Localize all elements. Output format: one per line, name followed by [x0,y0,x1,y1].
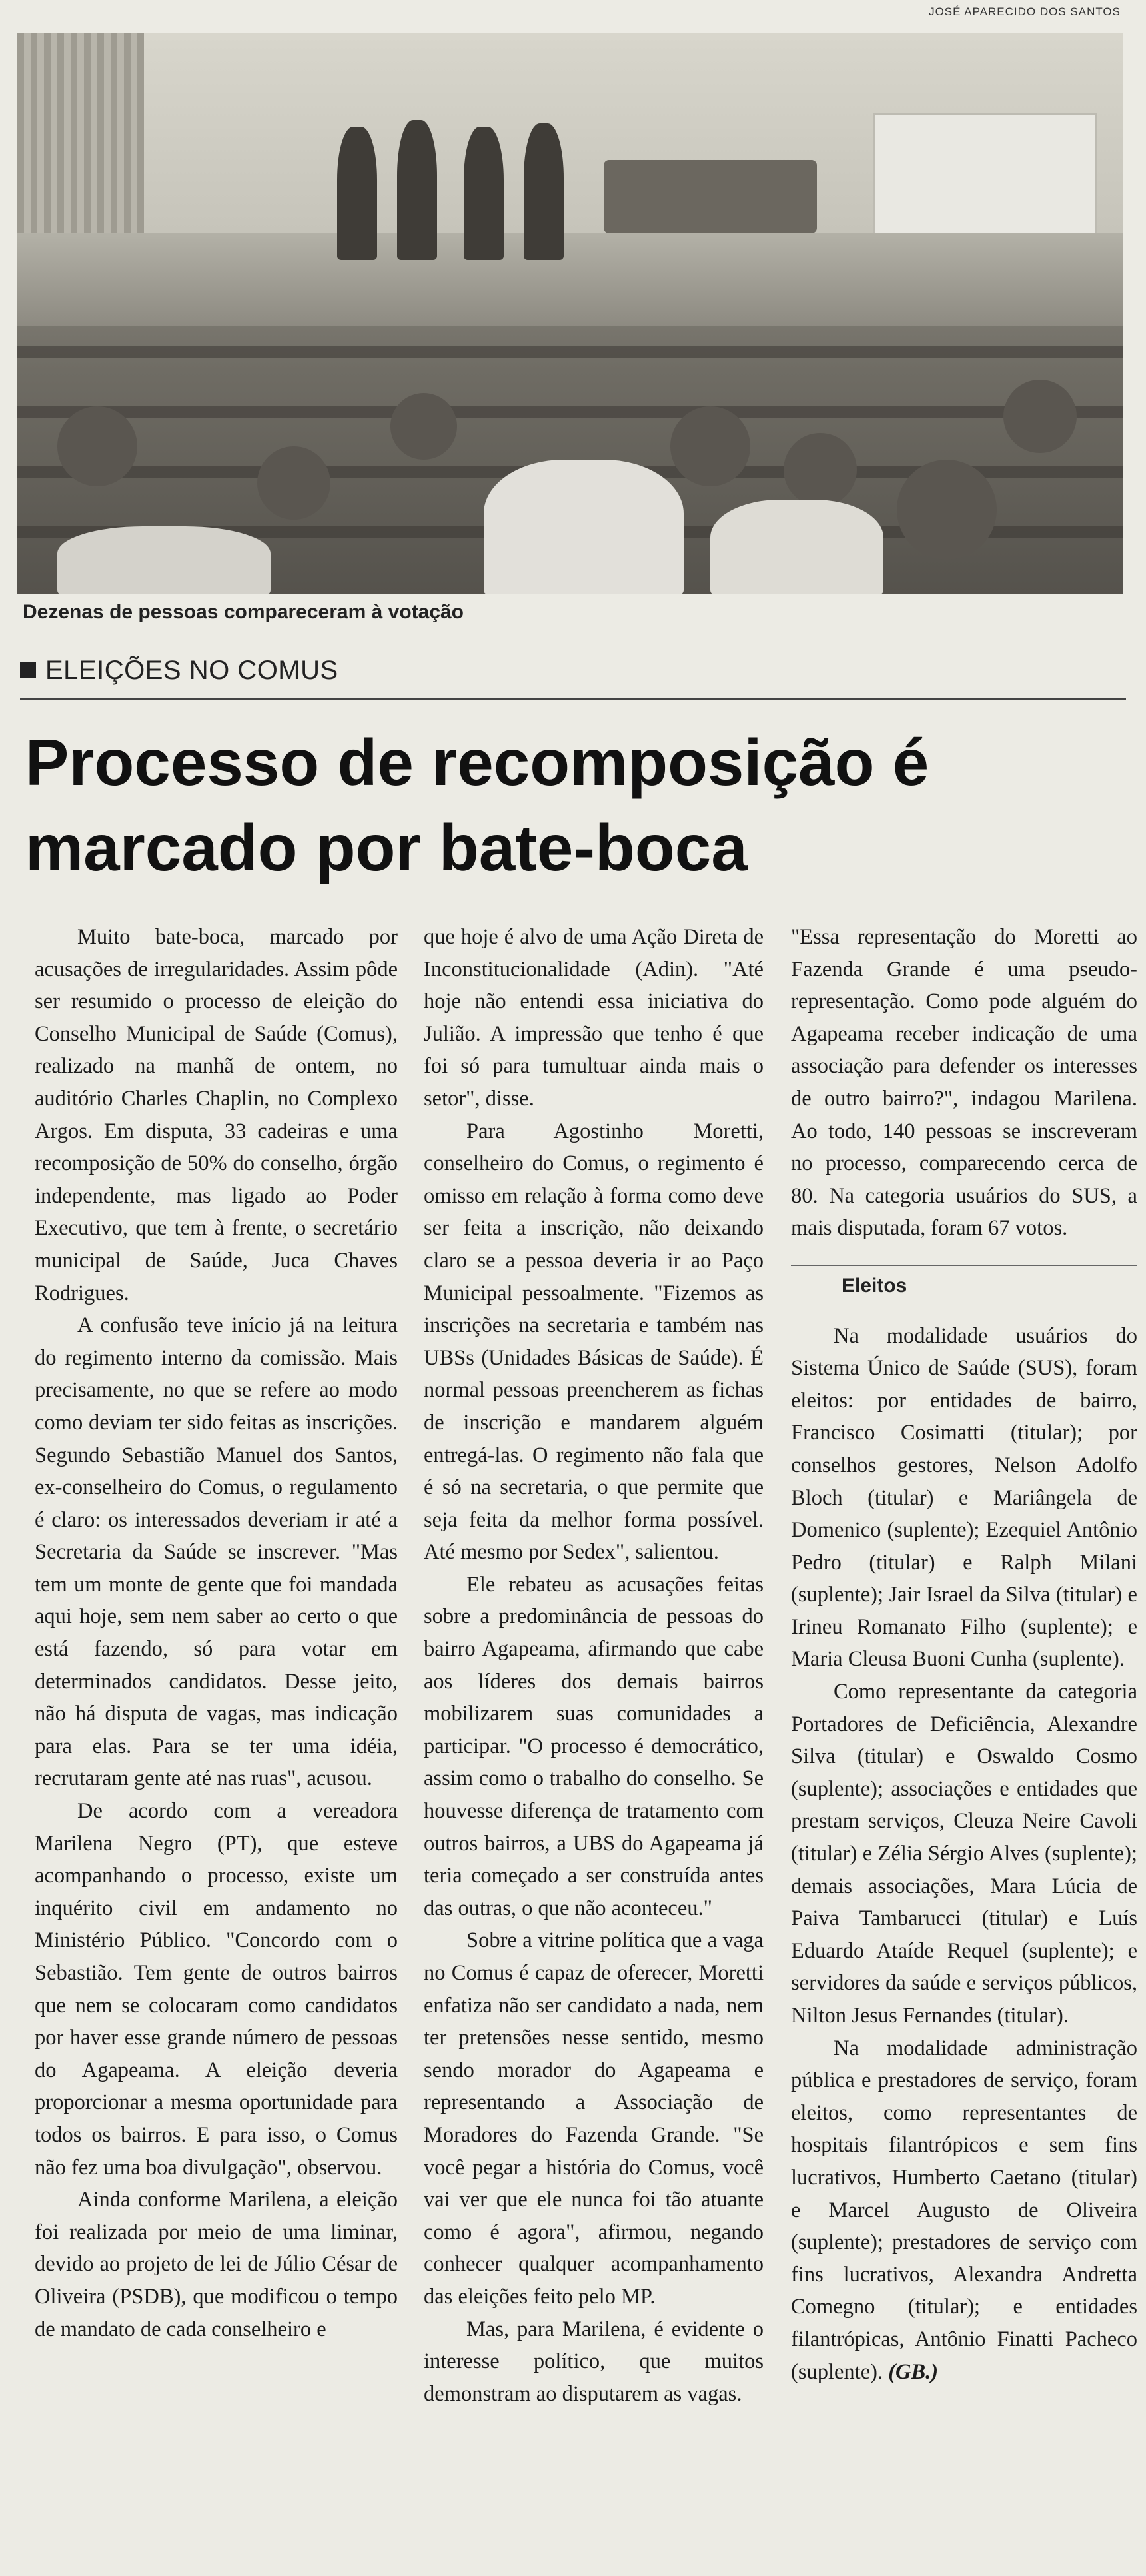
headline: Processo de recomposição é marcado por bate-boca [25,726,929,884]
article-column-2 [424,921,764,2410]
subhead-rule [791,1265,1137,1303]
paragraph: "Essa representação do Moretti ao Fazenda Grande é uma pseudo-representação. Como pode alguém do Agapeama receber indicação de uma associação para defender os interesses de outro bairro?", indagou Marilena. Ao todo, 140 pessoas se inscreveram no processo, comparecendo cerca de 80. Na categoria usuários do SUS, a mais disputada, foram 67 votos. [791,925,1137,1241]
paragraph: Sobre a vitrine política que a vaga no Comus é capaz de oferecer, Moretti enfatiza não ser candidato a nada, nem ter pretensões nesse sentido, mesmo sendo morador do Agapeama e representando a Associação de Moradores do Fazenda Grande. "Se você pegar a história do Comus, você vai ver que ele nunca foi tão atuante como é agora", afirmou, negando conhecer qualquer acompanhamento das eleições feito pelo MP. [424,1928,764,2309]
paragraph: Muito bate-boca, marcado por acusações de irregularidades. Assim pôde ser resumido o processo de eleição do Conselho Municipal de Saúde (Comus), realizado na manhã de ontem, no auditório Charles Chaplin, no Complexo Argos. Em disputa, 33 cadeiras e uma recomposição de 50% do conselho, órgão independente, mas ligado ao Poder Executivo, que tem à frente, o secretário municipal de Saúde, Juca Chaves Rodrigues. [35,925,398,1305]
section-label-text: ELEIÇÕES NO COMUS [45,656,338,685]
paragraph: A confusão teve início já na leitura do regimento interno da comissão. Mais precisamente, no que se refere ao modo como deviam ter sido feitas as inscrições. Segundo Sebastião Manuel dos Santos, ex-conselheiro do Comus, o regulamento é claro: os interessados deveriam ir até a Secretaria da Saúde se inscrever. "Mas tem um monte de gente que foi mandada aqui hoje, sem nem saber ao certo o que está fazendo, só para votar em determinados candidatos. Desse jeito, não há disputa de vagas, mas indicação para elas. Para se ter uma idéia, recrutaram gente até nas ruas", acusou. [35,1313,398,1791]
paragraph: Na modalidade usuários do Sistema Único de Saúde (SUS), foram eleitos: por entidades de bairro, Francisco Cosimatti (titular); por conselhos gestores, Nelson Adolfo Bloch (titular) e Mariângela de Domenico (suplente); Ezequiel Antônio Pedro (titular) e Ralph Milani (suplente); Jair Israel da Silva (titular) e Irineu Romanato Filho (suplente); e Maria Cleusa Buoni Cunha (suplente). [791,1323,1137,1672]
paragraph: Para Agostinho Moretti, conselheiro do Comus, o regimento é omisso em relação à forma como deve ser feita a inscrição, não deixando claro se a pessoa deveria ir ao Paço Municipal pessoalmente. "Fizemos as inscrições na secretaria e também nas UBSs (Unidades Básicas de Saúde). É normal pessoas preencherem as fichas de inscrição e mandarem alguém entregá-las. O regimento não fala que é só na secretaria, o que permite que seja feita da melhor forma possível. Até mesmo por Sedex", salientou. [424,1119,764,1565]
photo-caption: Dezenas de pessoas compareceram à votação [23,601,464,623]
paragraph: Como representante da categoria Portadores de Deficiência, Alexandre Silva (titular) e Oswaldo Cosmo (suplente); associações e entidades que prestam serviços, Cleuza Neire Cavoli (titular) e Zélia Sérgio Alves (suplente); demais associações, Mara Lúcia de Paiva Tambarucci (titular) e Luís Eduardo Ataíde Requel (suplente); e servidores da saúde e serviços públicos, Nilton Jesus Fernandes (titular). [791,1680,1137,2028]
paragraph: Mas, para Marilena, é evidente o interesse político, que muitos demonstram ao disputarem as vagas. [424,2317,764,2406]
paragraph [791,2032,1137,2389]
paragraph: Ainda conforme Marilena, a eleição foi realizada por meio de uma liminar, devido ao projeto de lei de Júlio César de Oliveira (PSDB), que modificou o tempo de mandato de cada conselheiro e [35,2188,398,2341]
paragraph: que hoje é alvo de uma Ação Direta de Inconstitucionalidade (Adin). "Até hoje não entendi essa iniciativa do Julião. A impressão que tenho é que foi só para tumultuar ainda mais o setor", disse. [424,925,764,1111]
bullet-square-icon [20,662,36,678]
subhead-eleitos: Eleitos [842,1274,907,1297]
paragraph: Ele rebateu as acusações feitas sobre a predominância de pessoas do bairro Agapeama, afirmando que cabe aos líderes dos demais bairros mobilizarem suas comunidades a participar. "O processo é democrático, assim como o trabalho do conselho. Se houvesse diferença de tratamento com outros bairros, a UBS do Agapeama já teria começado a ser construída antes das outras, o que não aconteceu." [424,1572,764,1920]
paragraph-text: Na modalidade administração pública e prestadores de serviço, foram eleitos, como representantes de hospitais filantrópicos e sem fins lucrativos, Humberto Caetano (titular) e Marcel Augusto de Oliveira (suplente); prestadores de serviço com fins lucrativos, Alexandra Andretta Comegno (titular); e entidades filantrópicas, Antônio Finatti Pacheco (suplente). [791,2036,1137,2384]
article-column-3 [791,921,1137,2388]
author-signature: (GB.) [888,2359,939,2384]
article-column-1 [35,921,398,2345]
photo-credit: JOSÉ APARECIDO DOS SANTOS [929,5,1121,18]
article-photo [17,33,1123,594]
section-label [20,656,338,686]
paragraph: De acordo com a vereadora Marilena Negro (PT), que esteve acompanhando o processo, existe um inquérito civil em andamento no Ministério Público. "Concordo com o Sebastião. Tem gente de outros bairros que nem se colocaram como candidatos por haver esse grande número de pessoas do Agapeama. A eleição deveria proporcionar a mesma oportunidade para todos os bairros. E para isso, o Comus não fez uma boa divulgação", observou. [35,1799,398,2180]
section-rule [20,698,1126,700]
